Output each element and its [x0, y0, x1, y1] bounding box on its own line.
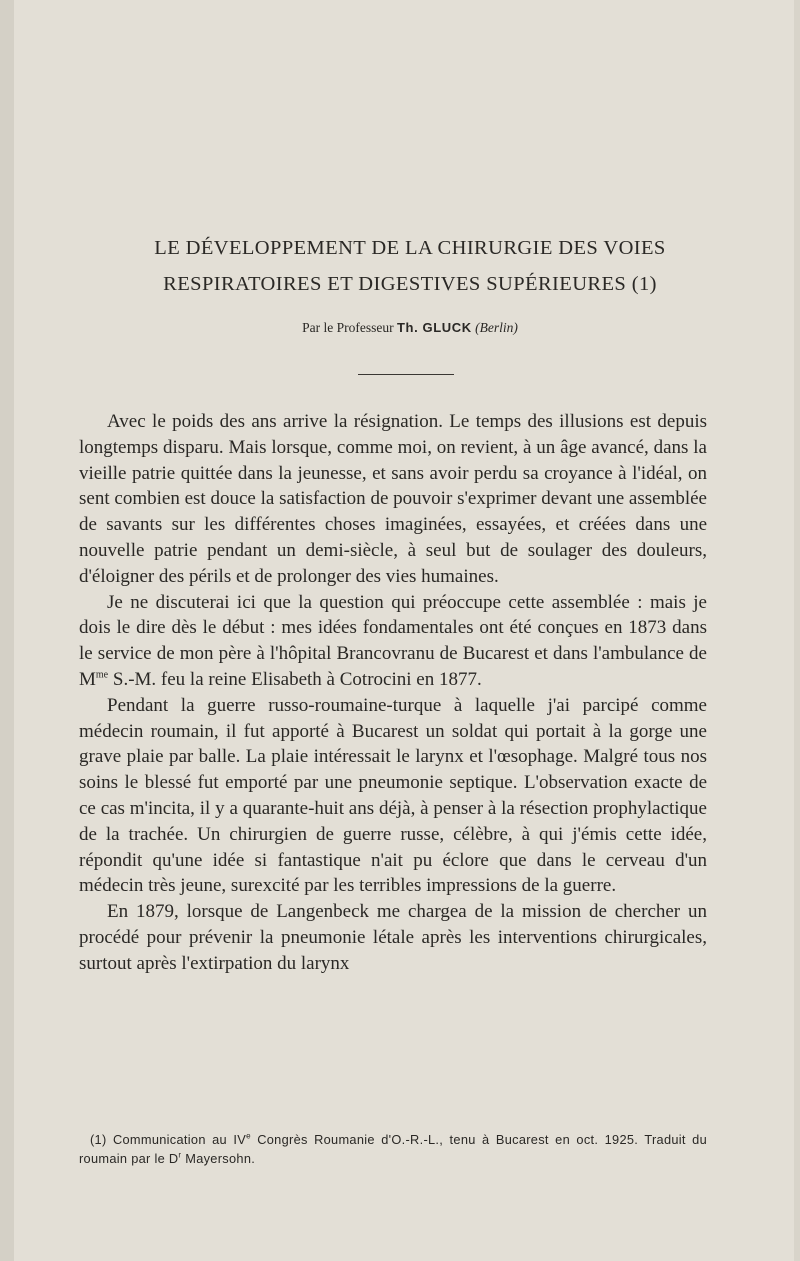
- paragraph-3: Pendant la guerre russo-roumaine-turque à laquelle j'ai parcipé comme médecin roumain, il fut apporté à Bucarest un soldat qui portait à la gorge une grave plaie par balle. La plaie intéressait le larynx et l'œsophage. Malgré tous nos soins le blessé fut emporté par une pneumonie septique. L'observation exacte de ce cas m'incita, il y a quarante-huit ans déjà, à penser à la résection prophylactique de la trachée. Un chirurgien de guerre russe, célèbre, à qui j'émis cette idée, répondit qu'une idée si fantastique n'ait pu éclore que dans le cerveau d'un médecin très jeune, surexcité par les terribles impressions de la guerre.: [79, 694, 707, 897]
- paragraph-2: [79, 590, 707, 693]
- title-divider: [358, 374, 454, 375]
- title-line-2: RESPIRATOIRES ET DIGESTIVES SUPÉRIEURES (1): [163, 273, 657, 295]
- article-title: [60, 230, 760, 302]
- title-line-1: LE DÉVELOPPEMENT DE LA CHIRURGIE DES VOIES: [154, 237, 666, 259]
- article-body: [79, 409, 707, 977]
- paragraph-2-text-a: Je ne discuterai ici que la question qui préoccupe cette assemblée : mais je dois le dire dès le début : mes idées fondamentales ont été conçues en 1873 dans le service de mon père à l'hôpital Brancovranu de Bucarest et dans l'ambulance de M: [79, 591, 707, 690]
- footnote-text-c: Mayersohn.: [181, 1151, 256, 1166]
- paragraph-2-text-b: S.-M. feu la reine Elisabeth à Cotrocini en 1877.: [108, 668, 482, 690]
- paragraph-4: En 1879, lorsque de Langenbeck me chargea de la mission de chercher un procédé pour prévenir la pneumonie létale après les interventions chirurgicales, surtout après l'extirpation du larynx: [79, 901, 707, 974]
- paragraph-2-superscript: me: [95, 669, 109, 681]
- byline-prefix: Par le Professeur: [302, 320, 394, 335]
- byline: [60, 320, 760, 336]
- page-left-edge: [0, 0, 14, 1261]
- footnote-text-a: (1) Communication au IV: [90, 1132, 247, 1147]
- paragraph-1: Avec le poids des ans arrive la résignation. Le temps des illusions est depuis longtemps disparu. Mais lorsque, comme moi, on revient, à un âge avancé, dans la vieille patrie quittée dans la jeunesse, et sans avoir perdu sa croyance à l'idéal, on sent combien est douce la satisfaction de pouvoir s'exprimer devant une assemblée de savants sur les différentes choses imaginées, essayées, et créées dans une nouvelle patrie pendant un demi-siècle, à seul but de soulager des douleurs, d'éloigner des périls et de prolonger des vies humaines.: [79, 411, 707, 587]
- footnote-text-b: Congrès Roumanie d'O.-R.-L., tenu à Bucarest en oct. 1925. Traduit du roumain par le D: [79, 1132, 708, 1166]
- author-name: Th. GLUCK: [397, 320, 472, 335]
- author-place: (Berlin): [475, 320, 518, 335]
- footnote-superscript-2: r: [178, 1150, 182, 1160]
- footnote-superscript-1: e: [246, 1131, 251, 1141]
- footnote: [79, 1130, 707, 1168]
- page-right-edge: [794, 0, 800, 1261]
